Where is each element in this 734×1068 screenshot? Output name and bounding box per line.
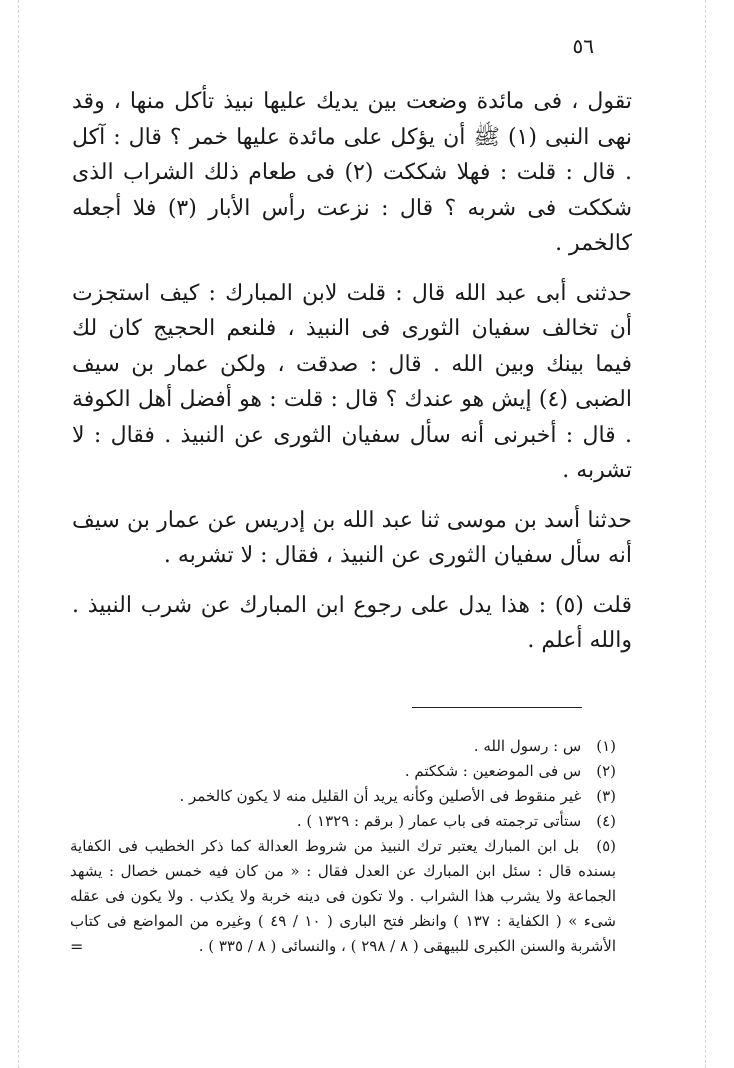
footnotes [70,734,630,959]
continuation-mark: = [70,937,84,956]
footnote-text: غير منقوط فى الأصلين وكأنه يريد أن القليل منه لا يكون كالخمر . [179,787,582,805]
paragraph: حدثنا أسد بن موسى ثنا عبد الله بن إدريس عن عمار بن سيف أنه سأل سفيان الثورى عن النبيذ ، فقال : لا تشربه . [72,507,632,568]
main-text [72,84,632,673]
paragraph: تقول ، فى مائدة وضعت بين يديك عليها نبيذ تأكل منها ، وقد نهى النبى (١) ﷺ أن يؤكل على مائدة عليها خمر ؟ قال : آكل . قال : قلت : فهلا شككت (٢) فى طعام ذلك الشراب الذى شككت فى شربه ؟ قال : نزعت رأس الأبار (٣) فلا أجعله كالخمر . [72,89,633,256]
footnote [70,759,630,784]
paragraph: قلت (٥) : هذا يدل على رجوع ابن المبارك عن شرب النبيذ . والله أعلم . [72,592,632,653]
footnote-number: (٣) [596,787,616,805]
footnote [70,809,630,834]
page-guide-line [705,0,706,1068]
page-number: ٥٦ [572,34,594,58]
footnote-number: (٥) [596,837,616,855]
footnote-number: (٢) [596,762,616,780]
footnote [70,734,630,759]
footnote-text: بل ابن المبارك يعتبر ترك النبيذ من شروط العدالة كما ذكر الخطيب فى الكفاية بسنده قال : سئل ابن المبارك عن العدل فقال : « من كان فيه خمس خصال : يشهد الجماعة ولا يشرب هذا الشراب . ولا تكون فى دينه خربة ولا يكذب . ولا يكون فى عقله شىء » ( الكفاية : ١٣٧ ) وانظر فتح البارى ( ١٠ / ٤٩ ) وغيره من المواضع فى كتاب الأشربة والسنن الكبرى للبيهقى ( ٨ / ٢٩٨ ) ، والنسائى ( ٨ / ٣٣٥ ) . [70,837,616,955]
footnote-divider [412,707,582,708]
footnote-number: (٤) [596,812,616,830]
footnote-text: س فى الموضعين : شككتم . [404,762,582,780]
footnote-number: (١) [596,737,616,755]
footnote-text: س : رسول الله . [473,737,582,755]
paragraph: حدثنى أبى عبد الله قال : قلت لابن المبارك : كيف استجزت أن تخالف سفيان الثورى فى النبيذ ، فلنعم الحجيج كان لك فيما بينك وبين الله . قال : صدقت ، ولكن عمار بن سيف الضبى (٤) إيش هو عندك ؟ قال : قلت : هو أفضل أهل الكوفة . قال : أخبرنى أنه سأل سفيان الثورى عن النبيذ . فقال : لا تشربه . [72,280,632,483]
footnote [70,784,630,809]
page-guide-line [18,0,19,1068]
footnote-text: ستأتى ترجمته فى باب عمار ( برقم : ١٣٢٩ ) . [296,812,582,830]
